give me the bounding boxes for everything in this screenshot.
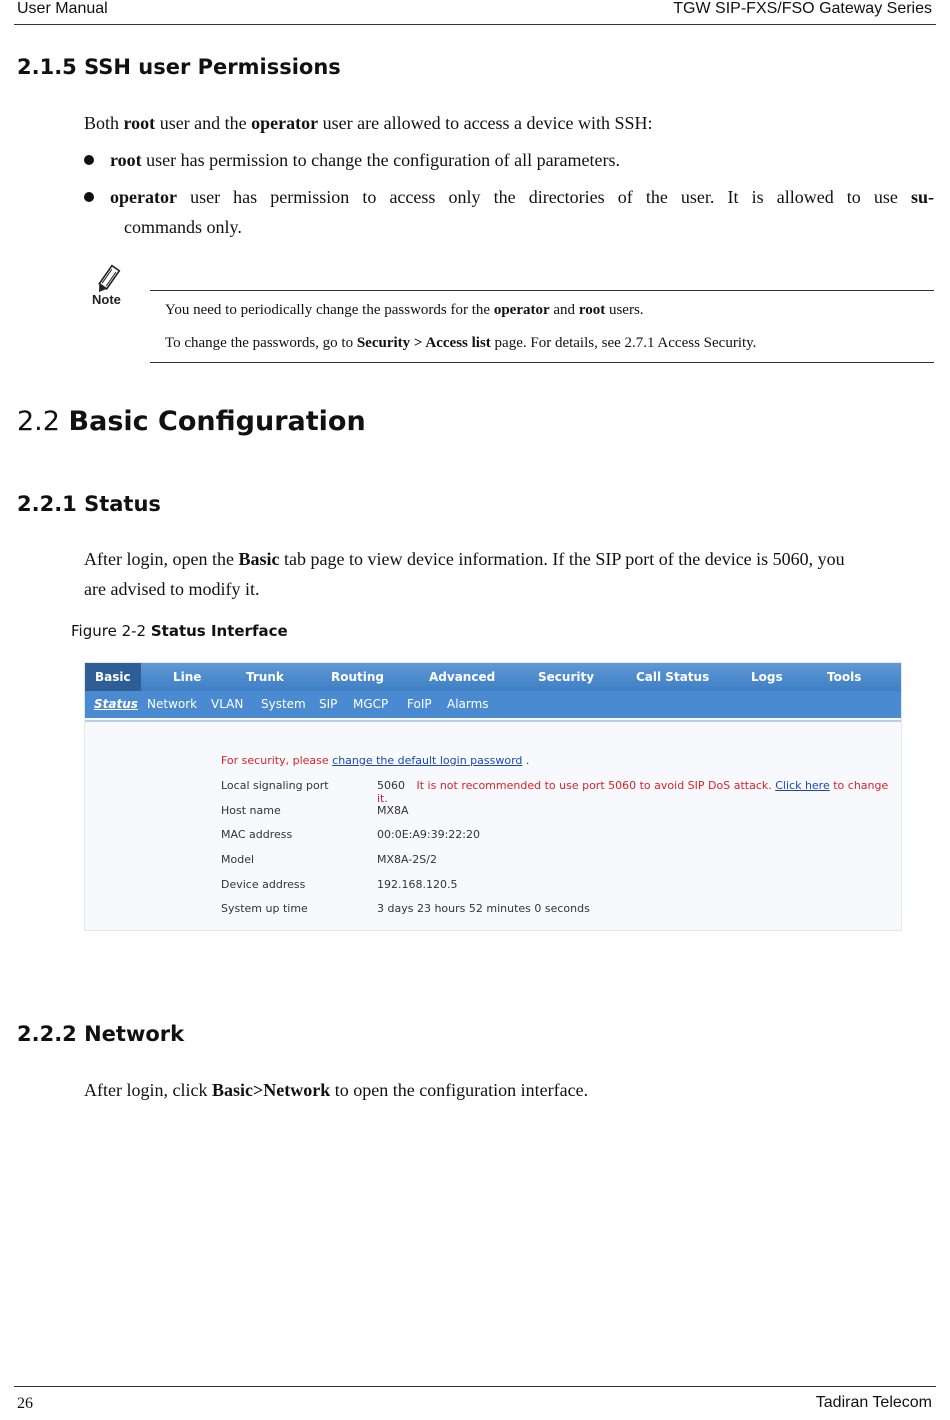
bullet-operator-line2: commands only.: [124, 217, 242, 237]
note-bottom-rule: [150, 362, 934, 363]
header-divider: [14, 24, 936, 25]
figure-caption: Figure 2-2 Status Interface: [71, 622, 288, 640]
tab-tools[interactable]: Tools: [827, 670, 862, 684]
security-message: For security, please change the default login password .: [221, 754, 530, 767]
tab-logs[interactable]: Logs: [751, 670, 783, 684]
subtab-sip[interactable]: SIP: [319, 697, 338, 711]
subtab-foip[interactable]: FoIP: [407, 697, 432, 711]
subtab-system[interactable]: System: [261, 697, 306, 711]
note-label: Note: [92, 292, 121, 307]
status-interface-screenshot: [84, 662, 902, 931]
subtab-network[interactable]: Network: [147, 697, 198, 711]
subtab-vlan[interactable]: VLAN: [211, 697, 244, 711]
subtab-alarms[interactable]: Alarms: [447, 697, 489, 711]
main-tab-bar: [85, 663, 901, 691]
tab-trunk[interactable]: Trunk: [246, 670, 284, 684]
sub-tab-bar: [85, 691, 901, 718]
content-divider: [85, 720, 901, 722]
tab-advanced[interactable]: Advanced: [429, 670, 496, 684]
status-paragraph-line1: After login, open the Basic tab page to view device information. If the SIP port of the device is 5060, you: [84, 549, 845, 569]
tab-security[interactable]: Security: [538, 670, 595, 684]
note-line-1: You need to periodically change the passwords for the operator and root users.: [165, 302, 644, 318]
network-paragraph: After login, click Basic>Network to open the configuration interface.: [84, 1080, 589, 1100]
value-device-address: 192.168.120.5: [377, 878, 458, 891]
subtab-mgcp[interactable]: MGCP: [353, 697, 389, 711]
tab-line[interactable]: Line: [173, 670, 202, 684]
tab-basic[interactable]: Basic: [85, 663, 141, 691]
tab-call-status[interactable]: Call Status: [636, 670, 710, 684]
port-warning: It is not recommended to use port 5060 to avoid SIP DoS attack.: [416, 779, 776, 792]
bullet-icon: [84, 155, 94, 165]
bullet-root: root user has permission to change the configuration of all parameters.: [110, 150, 621, 170]
tab-routing[interactable]: Routing: [331, 670, 385, 684]
value-host-name: MX8A: [377, 804, 409, 817]
label-host-name: Host name: [221, 804, 281, 817]
bullet-operator-line1: operator user has permission to access only the directories of the user. It is allowed to use su-: [110, 187, 934, 207]
subtab-status[interactable]: Status: [94, 697, 138, 711]
section-heading-2-1-5: 2.1.5 SSH user Permissions: [17, 55, 341, 79]
header-series: TGW SIP-FXS/FSO Gateway Series: [673, 0, 932, 17]
note-top-rule: [150, 290, 934, 291]
note-line-2: To change the passwords, go to Security > Access list page. For details, see 2.7.1 Access Security.: [165, 335, 757, 351]
change-password-link[interactable]: change the default login password: [332, 754, 523, 767]
page-number: 26: [17, 1395, 33, 1412]
header-title: User Manual: [17, 0, 108, 17]
bullet-icon: [84, 192, 94, 202]
label-local-signaling-port: Local signaling port: [221, 779, 329, 792]
section-heading-2-2-2: 2.2.2 Network: [17, 1022, 185, 1046]
label-model: Model: [221, 853, 255, 866]
label-device-address: Device address: [221, 878, 306, 891]
ssh-intro-paragraph: Both root user and the operator user are allowed to access a device with SSH:: [84, 113, 653, 133]
label-system-up-time: System up time: [221, 902, 308, 915]
section-heading-2-2-1: 2.2.1 Status: [17, 492, 161, 516]
value-system-up-time: 3 days 23 hours 52 minutes 0 seconds: [377, 902, 590, 915]
section-heading-2-2: 2.2 Basic Configuration: [17, 406, 366, 437]
value-local-signaling-port: 5060 It is not recommended to use port 5060 to avoid SIP DoS attack. Click here to change it.: [377, 779, 889, 805]
value-mac-address: 00:0E:A9:39:22:20: [377, 828, 480, 841]
label-mac-address: MAC address: [221, 828, 293, 841]
footer-company: Tadiran Telecom: [815, 1394, 932, 1411]
value-model: MX8A-2S/2: [377, 853, 437, 866]
status-paragraph-line2: are advised to modify it.: [84, 579, 260, 599]
click-here-link[interactable]: Click here: [775, 779, 830, 792]
footer-divider: [14, 1386, 936, 1387]
